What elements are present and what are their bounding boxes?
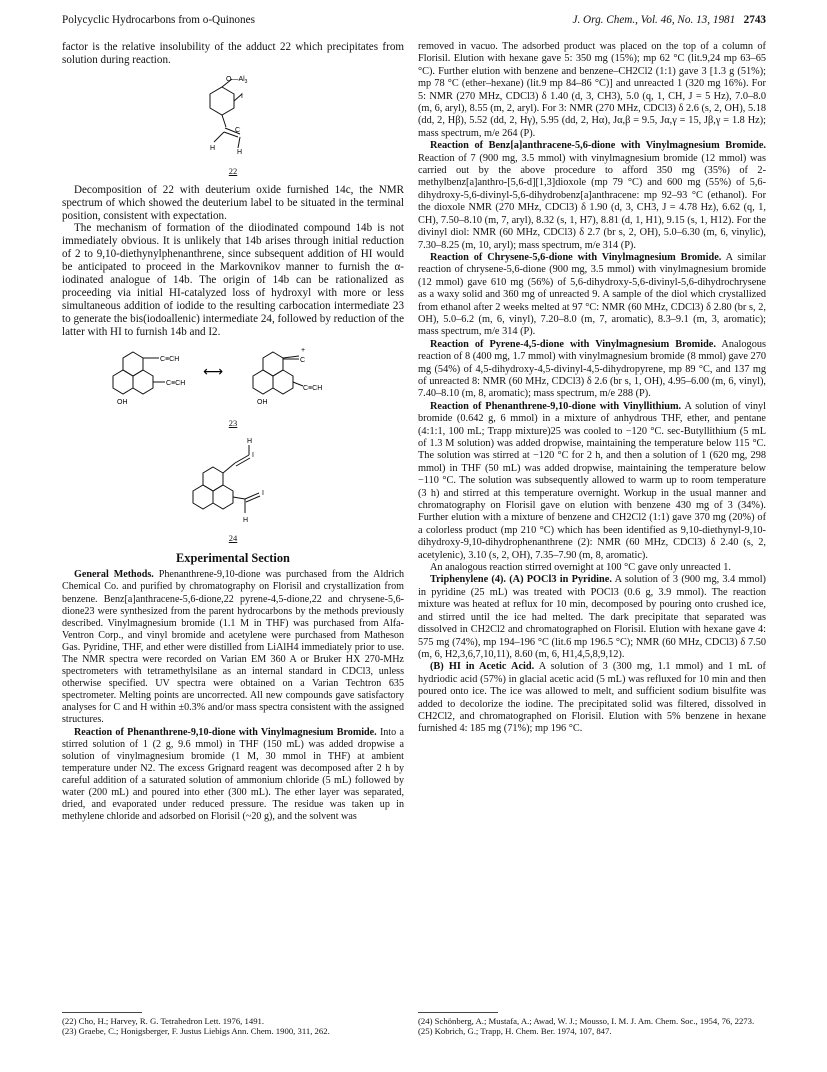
structure-22 [188, 70, 278, 162]
page-header [62, 14, 766, 30]
hydroxyl-label-2: OH [257, 398, 268, 406]
paragraph-reaction-1: Reaction of Phenanthrene-9,10-dione with Vinylmagnesium Bromide. Into a stirred solution of 1 (2 g, 9.6 mmol) in THF (150 mL) was added dropwise a solution of vinylmagnesium bromide (1 M, 30 mmol in THF) at ambient temperature under N2. The excess Grignard reagent was decomposed after 2 h by careful addition of a saturated solution of ammonium chloride (5 mL) followed by water (200 mL) and poured into ether (300 mL). The ether layer was separated, dried, and evaporated under reduced pressure. The residue was taken up in methylene chloride and adsorbed on Florisil (~20 g), and the solvent was [62, 726, 404, 823]
o-al-label: $O—Al_3$ [226, 75, 248, 85]
paragraph-analogous: An analogous reaction stirred overnight at 100 °C gave only unreacted 1. [430, 562, 731, 574]
left-column [62, 41, 404, 823]
i-label-24-top: I [252, 451, 254, 459]
footnote-rule-left [62, 1012, 142, 1013]
paragraph-continued: removed in vacuo. The adsorbed product was placed on the top of a column of Florisil. Elution with hexane gave 5: 350 mg (15%); mp 62 °C (lit.9,24 mp 63–65 °C). Further elution with benzene and benzene–CH2Cl2 (1:1) gave 3 [1.3 g (51%); mp 78 °C (ether–hexane) (lit.9 mp 84–86 °C)] and unreacted 1 (320 mg 16%). For 5: NMR (270 MHz, CDCl3) δ 1.40 (d, 3, CH3), 5.0 (q, 1, CH, J = 5 Hz), 7.0–8.0 (m, 6, aryl), 8.55 (m, 2, aryl). For 3: NMR (270 MHz, CDCl3) δ 2.6 (s, 2, OH), 5.18 (dd, 2, Hβ), 5.52 (dd, 2, Hγ), 5.95 (dd, 2, Hα), Jα,β = 9.5, Jα,γ = 15, Jβ,γ = 1.8 Hz); mass spectrum, m/e 264 (P). [418, 41, 766, 139]
h-label-2: H [237, 148, 243, 156]
paragraph-triphenylene-a: Triphenylene (4). (A) POCl3 in Pyridine. A solution of 3 (900 mg, 3.4 mmol) in pyridine (25 mL) was treated with POCl3 (0.6 g, 3.9 mmol). The reaction mixture was heated at reflux for 10 min, decomposed by pouring onto crushed ice, and stirred until the ice had melted. The dark precipitate that separated was dissolved in CH2Cl2 and chromatographed on Florisil. Elution with hexane gave 4: 575 mg (74%), mp 194–196 °C (lit.6 mp 196.5 °C); NMR (60 MHz, CDCl3) δ 7.50 (m, 6, H2,3,6,7,10,11), 8.60 (m, 6, H1,4,5,8,9,12). [418, 574, 766, 660]
hydroxyl-label-1: OH [117, 398, 128, 406]
footnote-22: (22) Cho, H.; Harvey, R. G. Tetrahedron Lett. 1976, 1491. [62, 1016, 265, 1026]
paragraph-chrysene: Reaction of Chrysene-5,6-dione with Vinylmagnesium Bromide. A similar reaction of chrysene-5,6-dione (900 mg, 3.5 mmol) with vinylmagnesium bromide (12 mmol) gave 610 mg (56%) of 5,6-dihydroxy-5,6-divinyl-5,6-dihydrochrysene as a waxy solid and 360 mg of unreacted 9. A sample of the diol which crystallized from ethanol after 2 weeks melted at 97 °C: NMR (60 MHz, CDCl3) δ 2.80 (br s, 2, OH), 5.0–6.2 (m, 6, vinyl), 7.20–8.0 (m, 7, aromatic), 8.3–9.1 (m, 3, aromatic); mass spectrum, m/e 314 (P). [418, 251, 766, 338]
paragraph-general-methods: General Methods. Phenanthrene-9,10-dione was purchased from the Aldrich Chemical Co. and purified by chromatography on Florisil and crystallization from benzene. Benz[a]anthracene-5,6-dione,22 pyrene-4,5-dione,22 and chrysene-5,6-dione23 were synthesized from the parent hydrocarbons by the methods previously described. Vinylmagnesium bromide (1.1 M in THF) was purchased from Alfa-Ventron Corp., and vinyl bromide and acetylene were purchased from Matheson Gas. Pyridine, THF, and ether were distilled from LiAlH4 immediately prior to use. The NMR spectra were recorded on Varian EM 360 A or Bruker HX 270-MHz spectrometers with tetramethylsilane as an internal standard in CDCl3, unless otherwise specified. UV spectra were obtained on a Varian Techtron 635 spectrometer. Melting points are uncorrected. All new compounds gave satisfactory analyses for C and H within ±0.3% and/or mass spectra consistent with the assigned structures. [62, 569, 405, 726]
iodine-label: I [241, 92, 243, 100]
paragraph-pyrene: Reaction of Pyrene-4,5-dione with Vinylmagnesium Bromide. Analogous reaction of 8 (400 mg, 1.7 mmol) with vinylmagnesium bromide (8 mmol) gave 270 mg (54%) of 4,5-dihydroxy-4,5-divinyl-4,5-dihydropyrene, mp 89 °C, and 137 mg of unreacted 8: NMR (60 MHz, CDCl3) δ 2.6 (br s, 1, OH), 4.95–6.00 (m, 6, vinyl), 7.40–8.10 (m, 8, aromatic); mass spectrum, m/e 288 (P). [418, 338, 766, 400]
paragraph-triphenylene-b: (B) HI in Acetic Acid. A solution of 3 (300 mg, 1.1 mmol) and 1 mL of hydriodic acid (57%) in glacial acetic acid (5 mL) was refluxed for 10 min and then poured onto ice. The ice was allowed to melt, and sufficient sodium bisulfite was added to decolorize the iodine. The precipitated solid was filtered, dissolved in CH2Cl2, and chromatographed on Florisil. Elution with 5% benzene in hexane furnished 4: 185 mg (71%); mp 196 °C. [418, 661, 766, 735]
section-title-experimental: Experimental Section [176, 551, 290, 566]
structure-24 [173, 433, 293, 529]
footnotes-left [62, 1016, 404, 1037]
footnote-25: (25) Kobrich, G.; Trapp, H. Chem. Ber. 1974, 107, 847. [418, 1026, 612, 1037]
footnote-rule-right [418, 1012, 498, 1013]
paragraph-decomposition: Decomposition of 22 with deuterium oxide furnished 14c, the NMR spectrum of which showed the deuterium label to be situated in the terminal position, consistent with expectation. [62, 183, 404, 222]
structure-24-label: 24 [228, 532, 238, 543]
carbon-label: C [235, 126, 241, 134]
structure-22-label: 22 [228, 165, 238, 176]
h-label-24-top: H [247, 437, 253, 445]
footnotes-right [418, 1016, 766, 1037]
structure-23-label: 23 [228, 417, 238, 428]
h-label-1: H [210, 144, 216, 152]
carbon-label-23: C [300, 356, 306, 364]
h-label-24-bottom: H [243, 516, 249, 524]
i-label-24-bottom: I [262, 489, 264, 497]
right-column [418, 41, 766, 736]
footnote-23: (23) Graebe, C.; Honigsberger, F. Justus Liebigs Ann. Chem. 1900, 311, 262. [62, 1026, 330, 1037]
alkyne-label-2: C≡CH [166, 379, 186, 387]
footnote-24: (24) Schönberg, A.; Mustafa, A.; Awad, W. J.; Mousso, I. M. J. Am. Chem. Soc., 1954, 76, 2273. [418, 1016, 755, 1026]
alkyne-label-1: C≡CH [160, 355, 180, 363]
journal-citation: J. Org. Chem., Vol. 46, No. 13, 1981 2743 [572, 14, 766, 26]
resonance-arrow: ⟷ [203, 363, 224, 380]
page-number: 2743 [743, 14, 766, 26]
running-title: Polycyclic Hydrocarbons from o-Quinones [62, 14, 255, 26]
structure-23 [103, 342, 363, 414]
paragraph-adduct: factor is the relative insolubility of the adduct 22 which precipitates from solution during reaction. [62, 41, 404, 66]
plus-charge: + [301, 346, 306, 354]
paragraph-mechanism: The mechanism of formation of the diiodinated compound 14b is not immediately obvious. It is unlikely that 14b arises through initial reduction of 2 to 9,10-diethynylphenanthrene, since subsequent addition of HI would be anticipated to proceed in the Markovnikov manner to furnish the α-iodinated analogue of 14b. The origin of 14b can be rationalized as proceeding via initial HI-catalyzed loss of hydroxyl with more or less simultaneous addition of iodide to the resulting carbocation intermediate 23 to generate the bis(iodoallenic) intermediate 24, followed by reduction of the latter with HI to furnish 14b and I2. [62, 222, 404, 338]
alkyne-label-3: C≡CH [303, 384, 323, 392]
paragraph-benzanthracene: Reaction of Benz[a]anthracene-5,6-dione with Vinylmagnesium Bromide. Reaction of 7 (900 mg, 3.5 mmol) with vinylmagnesium bromide (12 mmol) was carried out by the above procedure to afford 350 mg (35%) of 2-methylbenz[a]anthro-[5,6-d][1,3]dioxole (mp 79 °C) and 600 mg (55%) of 5,6-dihydroxy-5,6-divinyl-5,6-dihydrobenz[a]anthracene: mp 92–93 °C (ethanol). For the dioxole NMR (270 MHz, CDCl3) δ 1.90 (d, 3, CH3, J = 4.78 Hz), 6.62 (q, 1, CH), 7.50–8.10 (m, 7, aryl), 8.32 (s, 1, H7), 8.81 (d, 1, H1), 9.15 (s, 1, H12). For the divinyl diol: NMR (60 MHz, CDCl3) δ 2.7 (br s, 2, OH), 5.0–6.30 (m, 6, vinylic), 7.30–8.25 (m, 10, aryl); mass spectrum, m/e 314 (P). [418, 140, 766, 251]
paragraph-vinyllithium: Reaction of Phenanthrene-9,10-dione with Vinyllithium. A solution of vinyl bromide (0.642 g, 6 mmol) in a mixture of anhydrous THF, ether, and pentane (4:1:1, 100 mL; Trapp mixture)25 was cooled to −120 °C. sec-Butyllithium (5 mL of 1.3 M solution) was added dropwise, maintaining the temperature below 115 °C. The solution was stirred at −120 °C for 2 h, and then a solution of 1 (620 mg, 298 mmol) in THF (50 mL) was added dropwise, maintaining the temperature below −110 °C. The solution was subsequently allowed to warm up to room temperature (3 h) and stirred at this temperature overnight. Workup in the usual manner and chromatography on Florisil gave on elution with benzene 430 mg of 3 (34%). Further elution with a mixture of benzene and CH2Cl2 (1:1) gave 370 mg (20%) of a colorless product (mp 210 °C) which has been identified as 9,10-diethynyl-9,10-dihydroxy-9,10-dihydrophenanthrene (2): NMR (60 MHz, CDCl3) δ 2.40 (s, 2, acetylenic), 3.10 (s, 2, OH), 7.35–7.90 (m, 8, aromatic). [418, 400, 766, 561]
